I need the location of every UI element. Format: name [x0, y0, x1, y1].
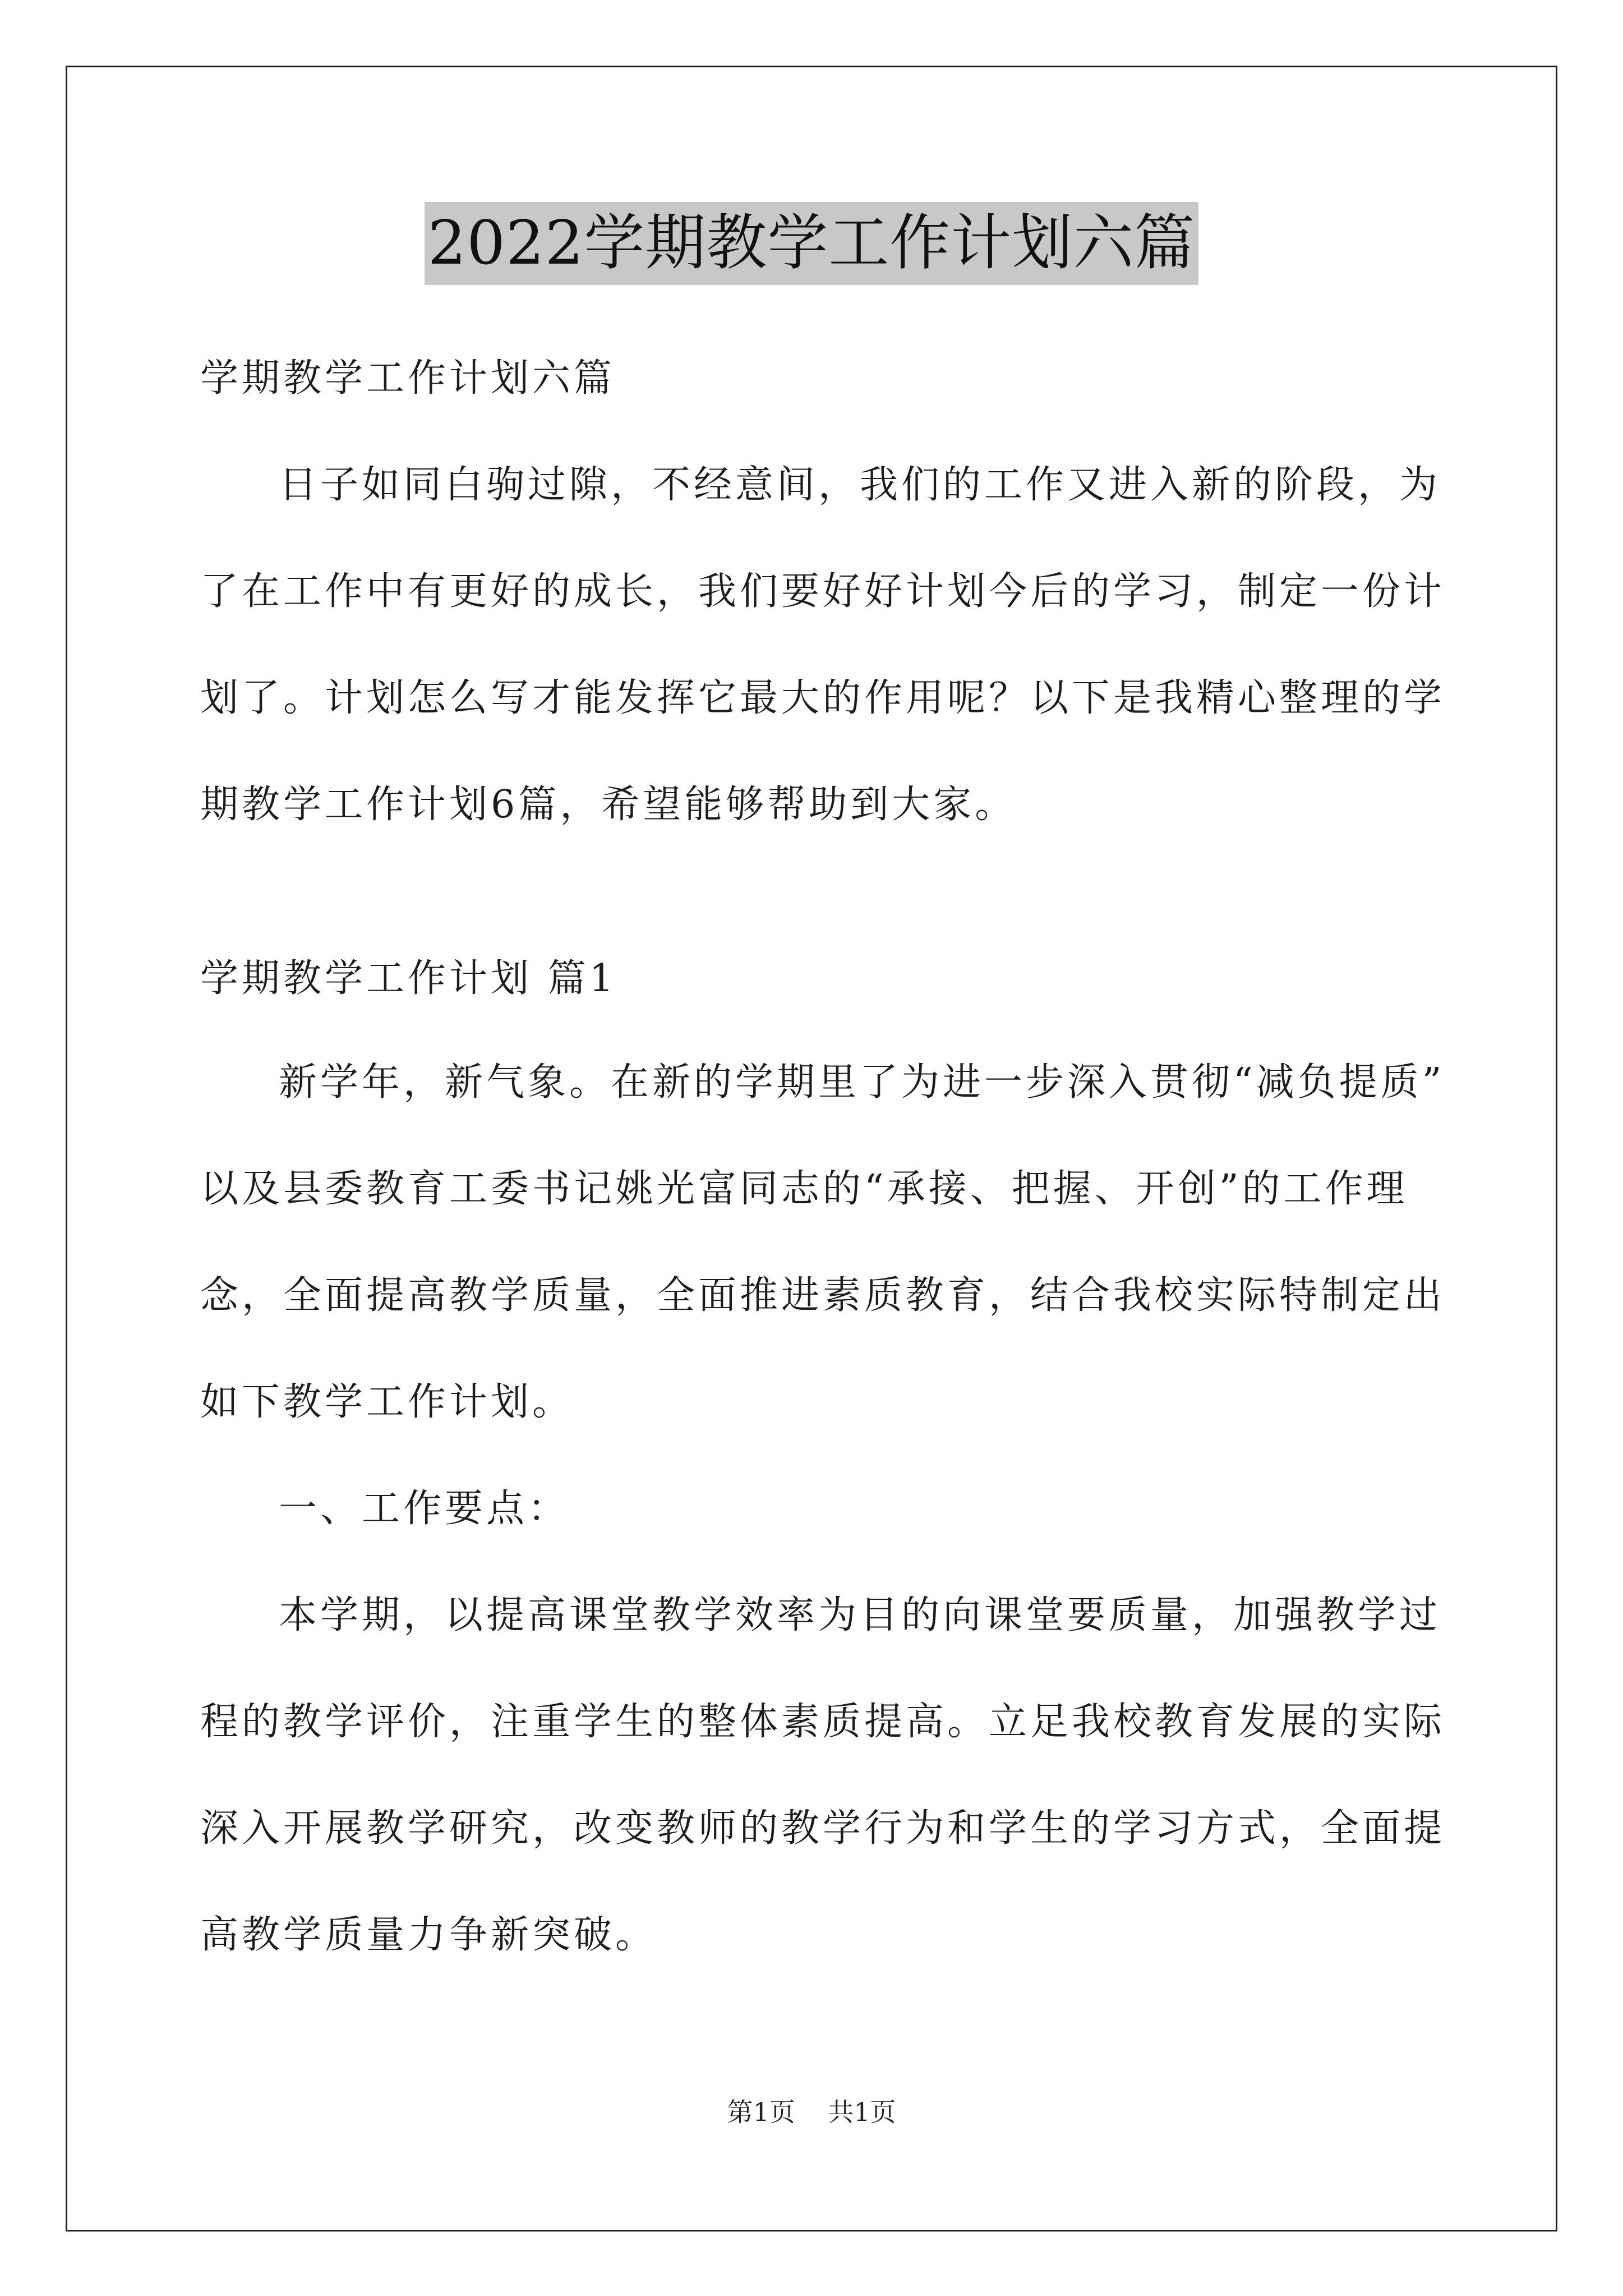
intro-line-1: 日子如同白驹过隙，不经意间，我们的工作又进入新的阶段，为 [279, 463, 1441, 507]
title-container [0, 202, 1623, 285]
section-heading: 学期教学工作计划 篇1 [200, 956, 617, 1001]
intro-line-3: 划了。计划怎么写才能发挥它最大的作用呢？以下是我精心整理的学 [200, 676, 1446, 720]
document-title: 2022学期教学工作计划六篇 [425, 202, 1199, 285]
section-para2-line-3: 深入开展教学研究，改变教师的教学行为和学生的学习方式，全面提 [200, 1806, 1446, 1851]
section-para2-line-2: 程的教学评价，注重学生的整体素质提高。立足我校教育发展的实际 [200, 1700, 1446, 1744]
intro-line-4: 期教学工作计划6篇，希望能够帮助到大家。 [200, 783, 1017, 827]
page-footer [0, 2095, 1623, 2129]
page-number-label: 第1页 共1页 [727, 2097, 896, 2127]
section-para1-line-2: 以及县委教育工委书记姚光富同志的“承接、把握、开创”的工作理 [200, 1167, 1408, 1211]
section-para1-line-3: 念，全面提高教学质量，全面推进素质教育，结合我校实际特制定出 [200, 1273, 1446, 1318]
document-subtitle: 学期教学工作计划六篇 [200, 356, 616, 401]
section-para2-line-1: 本学期，以提高课堂教学效率为目的向课堂要质量，加强教学过 [279, 1593, 1441, 1637]
section-para1-line-4: 如下教学工作计划。 [200, 1380, 574, 1424]
section-para2-line-4: 高教学质量力争新突破。 [200, 1913, 657, 1957]
subheading: 一、工作要点： [279, 1487, 570, 1531]
section-para1-line-1: 新学年，新气象。在新的学期里了为进一步深入贯彻“减负提质” [279, 1060, 1445, 1105]
intro-line-2: 了在工作中有更好的成长，我们要好好计划今后的学习，制定一份计 [200, 569, 1446, 614]
